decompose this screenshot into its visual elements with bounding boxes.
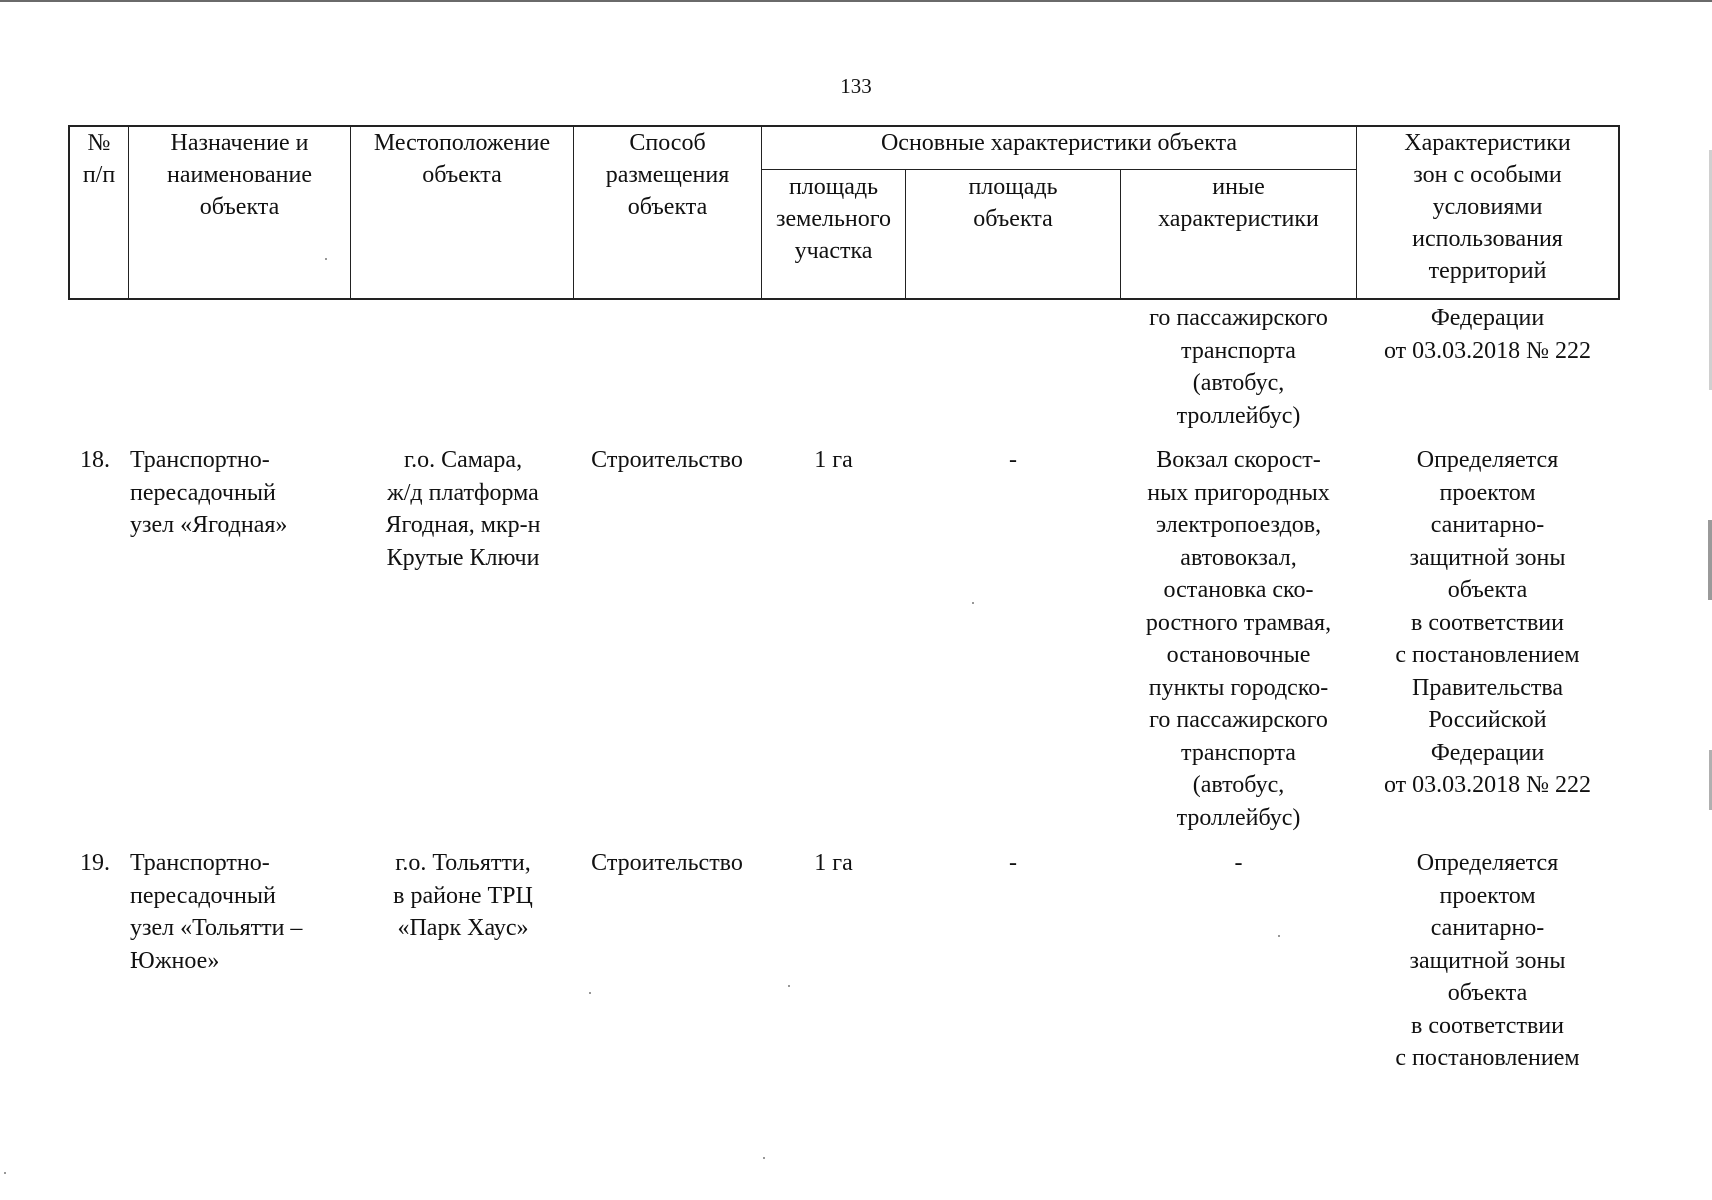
scan-speck <box>4 1172 6 1174</box>
row-18-other: Вокзал скорост- ных пригородных электропоездов, автовокзал, остановка ско- ростного трамвая, остановочные пункты городско- го пассажирского транспорта (автобус, троллейбус) <box>1145 447 1332 831</box>
header-zones: Характеристики зон с особыми условиями использования территорий <box>1404 130 1571 284</box>
row-19-name: Транспортно- пересадочный узел «Тольятти – Южное» <box>130 850 303 974</box>
table-header <box>68 125 1620 300</box>
header-num: № п/п <box>82 130 116 188</box>
row-19-location: г.о. Тольятти, в районе ТРЦ «Парк Хаус» <box>393 850 533 941</box>
scan-mark-right <box>1708 520 1712 600</box>
row-18-zones: Определяется проектом санитарно- защитной зоны объекта в соответствии с постановлением Правительства Российской Федерации от 03.03.2018 № 222 <box>1383 447 1592 798</box>
scan-edge-top <box>0 0 1712 2</box>
row-18-name: Транспортно- пересадочный узел «Ягодная» <box>130 447 288 538</box>
col-border <box>1618 125 1620 300</box>
row-18-num: 18. <box>80 447 110 473</box>
header-land-area: площадь земельного участка <box>776 174 891 264</box>
scan-speck <box>763 1157 765 1159</box>
row-19-zones: Определяется проектом санитарно- защитной зоны объекта в соответствии с постановлением <box>1395 850 1580 1071</box>
row-19-num: 19. <box>80 850 110 876</box>
continuation-zones: Федерации от 03.03.2018 № 222 <box>1383 305 1592 364</box>
group-divider <box>761 169 1356 170</box>
scan-speck <box>788 985 790 987</box>
continuation-other: го пассажирского транспорта (автобус, троллейбус) <box>1149 305 1328 429</box>
row-19-land-area: 1 га <box>814 850 853 876</box>
header-name: Назначение и наименование объекта <box>166 130 313 220</box>
page-number: 133 <box>840 74 872 98</box>
scan-speck <box>589 992 591 994</box>
row-19-object-area: - <box>1009 850 1017 876</box>
scan-speck <box>1278 935 1280 937</box>
header-location: Местоположение объекта <box>373 130 551 188</box>
scan-speck <box>972 602 974 604</box>
row-18-method: Строительство <box>591 447 743 473</box>
row-18-object-area: - <box>1009 447 1017 473</box>
header-other: иные характеристики <box>1158 174 1319 232</box>
row-18-land-area: 1 га <box>814 447 853 473</box>
scan-speck <box>325 258 327 260</box>
header-method: Способ размещения объекта <box>605 130 730 220</box>
row-19-other: - <box>1234 850 1243 876</box>
header-bottom-border <box>68 298 1620 300</box>
header-object-area: площадь объекта <box>968 174 1058 232</box>
header-main-characteristics: Основные характеристики объекта <box>880 130 1238 156</box>
row-19-method: Строительство <box>591 850 743 876</box>
row-18-location: г.о. Самара, ж/д платформа Ягодная, мкр-н Крутые Ключи <box>385 447 541 571</box>
